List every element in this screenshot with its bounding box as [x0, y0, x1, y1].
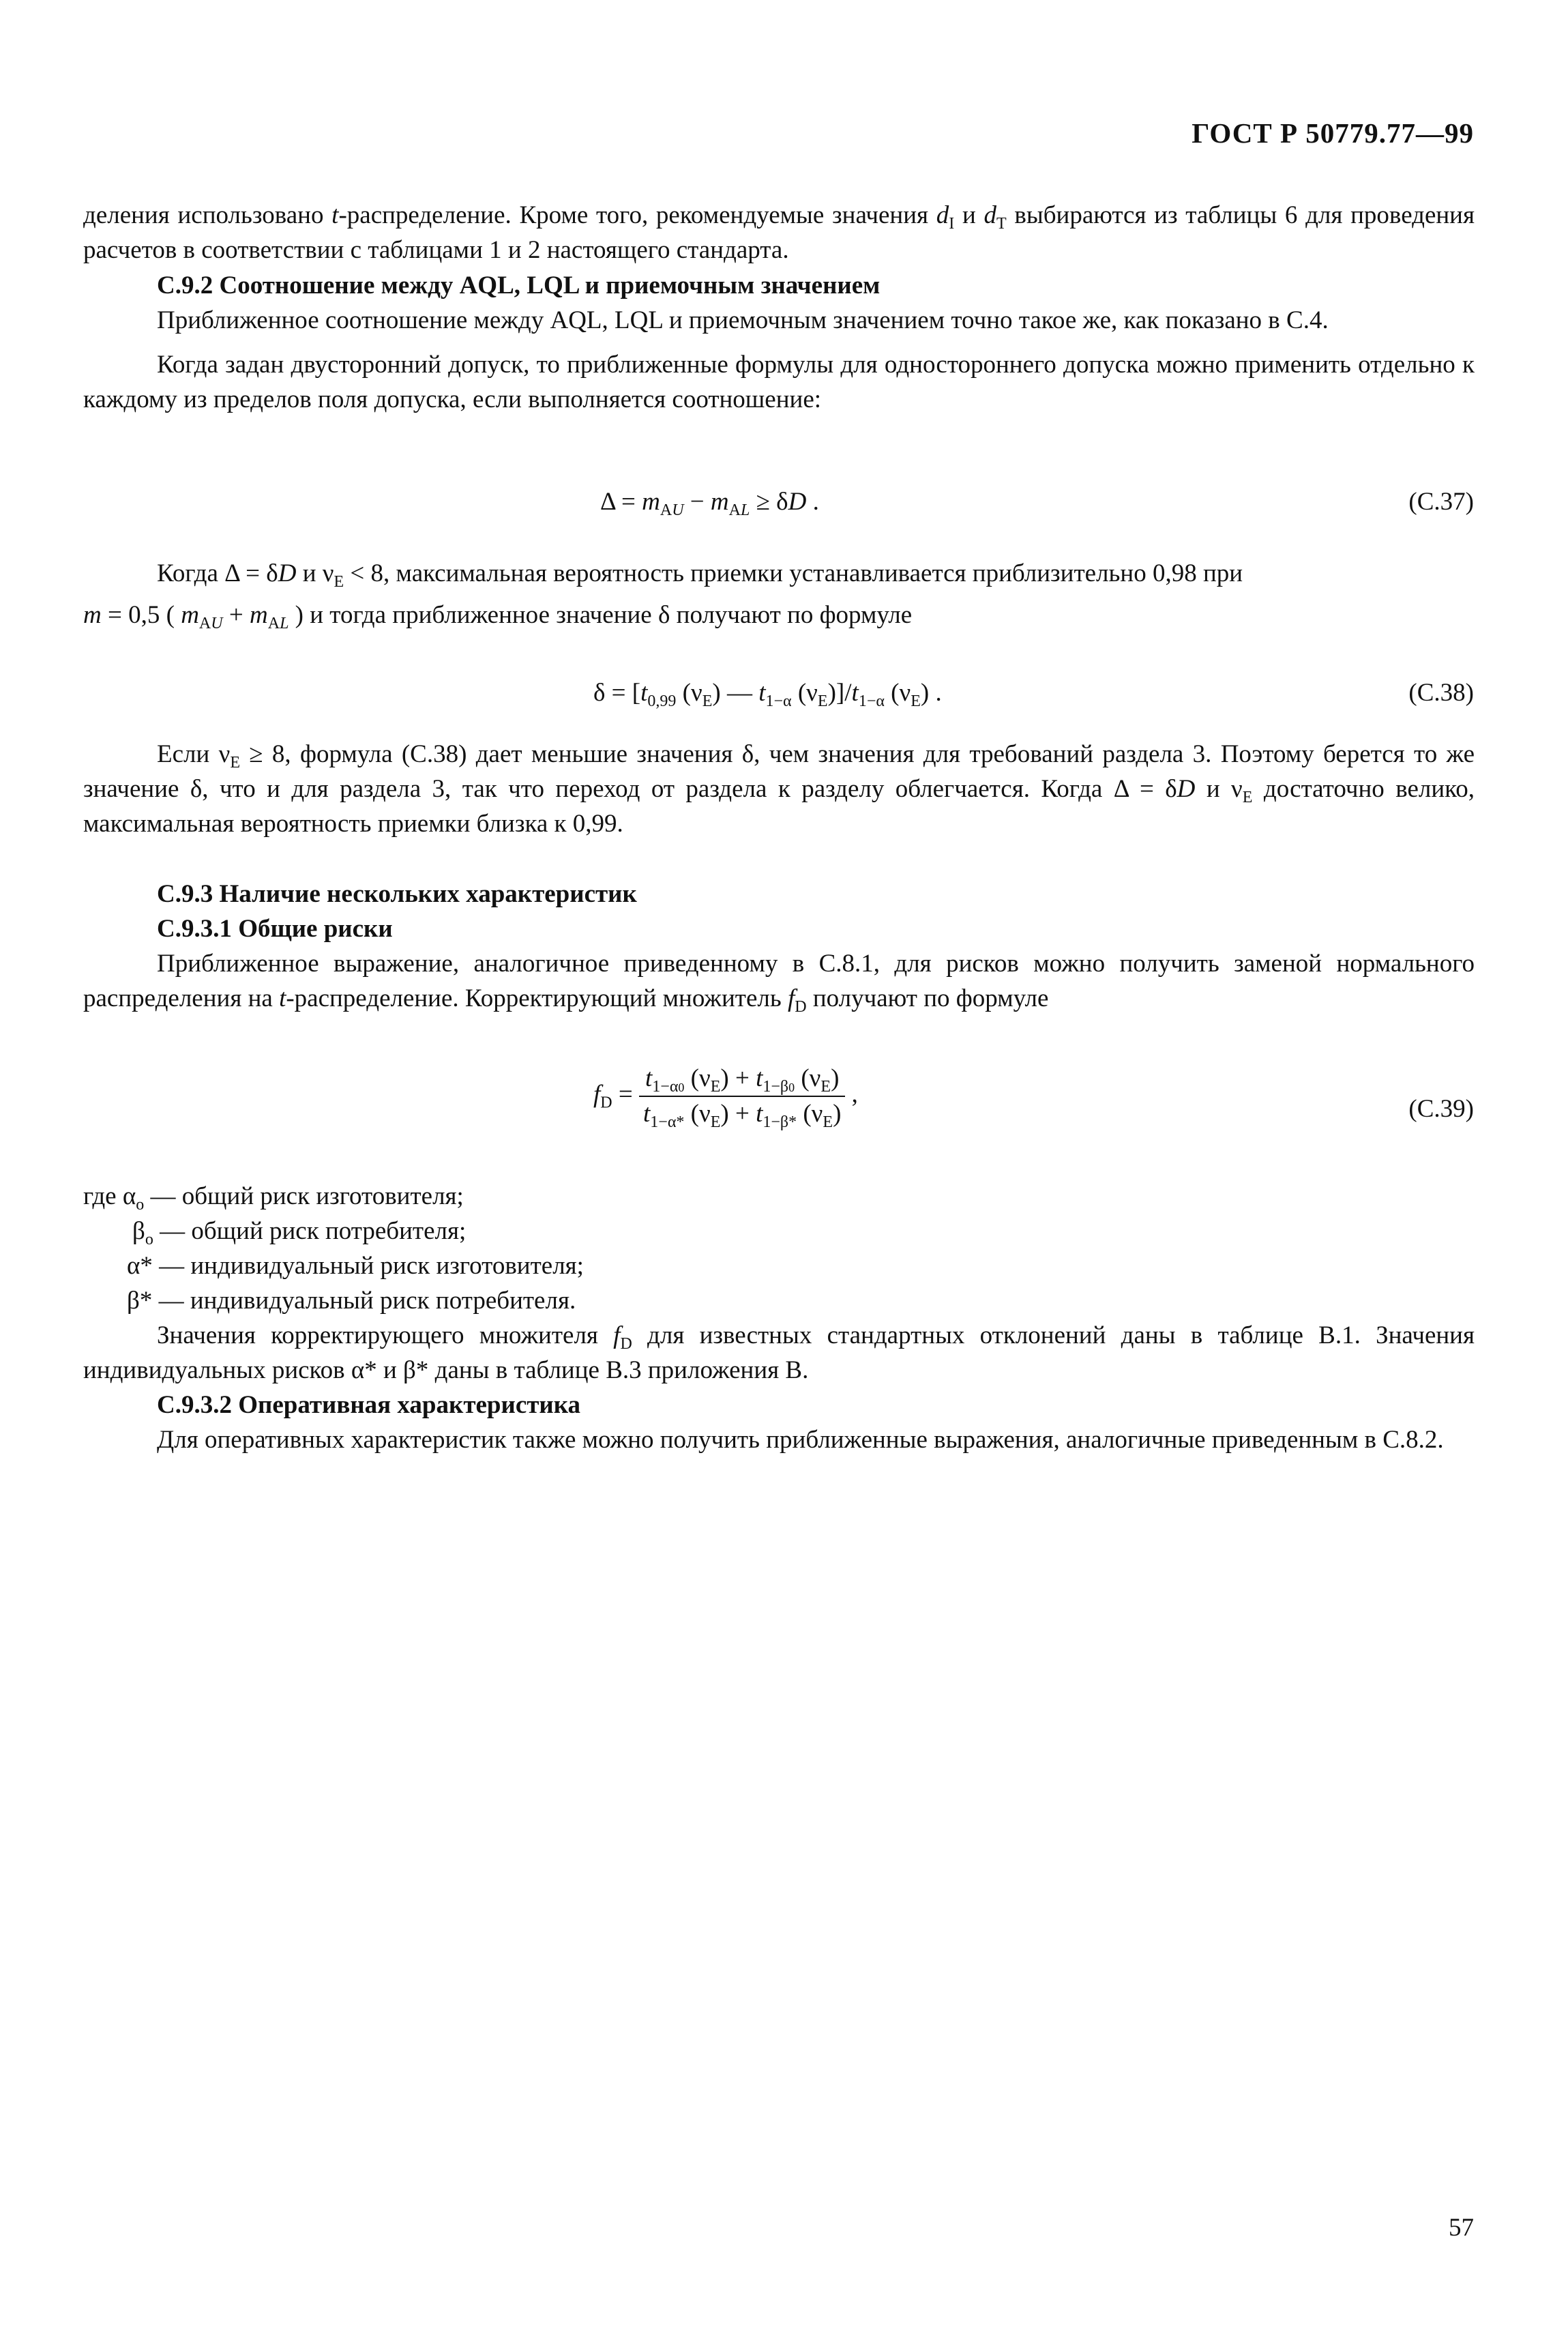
- section-c932: Значения корректирующего множителя $f_D$ для известных стандартных отклонений даны в таблице В.1. Значения индивидуальных рисков α* и β* даны в таблице В.3 приложения В. С.9.3.2 Оперативная характеристика Для оперативных характеристик также можно получить приближенные выражения, аналогичные приведенным в С.8.2.: [83, 1318, 1475, 1457]
- fraction: $\frac{t_{1-\alpha 0} (\nu_E) + t_{1-\beta 0} (\nu_E)}{t_{1-\alpha*} (\nu_E) + t_{1-\beta*} (\nu_E)}$: [639, 1064, 845, 1128]
- section-c92: [83, 268, 1475, 417]
- section-heading: С.9.2 Соотношение между AQL, LQL и приемочным значением: [157, 272, 881, 299]
- page-number: 57: [1449, 2214, 1474, 2242]
- equation-number: (С.39): [1408, 1095, 1474, 1123]
- paragraph-before-c38: Когда Δ = δD и $\nu_E < 8$, максимальная вероятность приемки устанавливается приблизительно 0,98 при m = 0,5 ( $m_{AU} + m_{AL}$ ) и тогда приближенное значение δ получают по формуле: [83, 559, 1243, 632]
- paragraph: Когда задан двусторонний допуск, то приближенные формулы для одностороннего допуска можно применить отдельно к каждому из пределов поля допуска, если выполняется соотношение:: [83, 351, 1475, 413]
- paragraph-after-c38: Если $\nu_E \ge 8$, формула (С.38) дает меньшие значения δ, чем значения для требований раздела 3. Поэтому берется то же значение δ, что и для раздела 3, так что переход от раздела к разделу облегчается. Когда Δ = δD и $\nu_E$ достаточно велико, максимальная вероятность приемки близка к 0,99.: [83, 740, 1475, 838]
- equation-number: (С.38): [1408, 679, 1474, 707]
- formula-c37: $\Delta = m_{AU} - m_{AL} \ge \delta D$ .: [600, 488, 819, 519]
- section-c93: С.9.3 Наличие нескольких характеристик С.9.3.1 Общие риски Приближенное выражение, аналогичное приведенному в С.8.1, для рисков можно получить заменой нормального распределения на t-распределение. Корректирующий множитель $f_D$ получают по формуле: [83, 877, 1475, 1016]
- equation-number: (С.37): [1408, 488, 1474, 516]
- document-code-header: ГОСТ Р 50779.77—99: [1192, 117, 1474, 149]
- subsection-heading: С.9.3.1 Общие риски: [157, 915, 393, 943]
- section-heading: С.9.3 Наличие нескольких характеристик: [157, 880, 637, 908]
- subsection-heading: С.9.3.2 Оперативная характеристика: [157, 1391, 580, 1419]
- formula-c38: $\delta = [t_{0,99}$ $(\nu_E)$ — $t_{1-\alpha}$ $(\nu_E)]/t_{1-\alpha}$ $(\nu_E)$ .: [593, 679, 942, 710]
- paragraph: Приближенное соотношение между AQL, LQL и приемочным значением точно такое же, как показано в С.4.: [157, 306, 1329, 334]
- definitions-list: [83, 1179, 584, 1318]
- intro-paragraph: деления использовано t-распределение. Кроме того, рекомендуемые значения $d_I$ и $d_T$ выбираются из таблицы 6 для проведения расчетов в соответствии с таблицами 1 и 2 настоящего стандарта.: [83, 201, 1475, 264]
- definition-item: $\beta_о$ — общий риск потребителя;: [132, 1217, 467, 1248]
- definition-item: α* — индивидуальный риск изготовителя;: [127, 1252, 584, 1280]
- definition-item: где $\alpha_о$ — общий риск изготовителя;: [83, 1182, 464, 1214]
- definition-item: β* — индивидуальный риск потребителя.: [127, 1287, 576, 1315]
- paragraph: Для оперативных характеристик также можно получить приближенные выражения, аналогичные приведенным в С.8.2.: [157, 1426, 1444, 1454]
- formula-c39: $f_D$ = $\frac{t_{1-\alpha 0} (\nu_E) + t_{1-\beta 0} (\nu_E)}{t_{1-\alpha*} (\nu_E) + t_{1-\beta*} (\nu_E)}$ ,: [593, 1064, 858, 1131]
